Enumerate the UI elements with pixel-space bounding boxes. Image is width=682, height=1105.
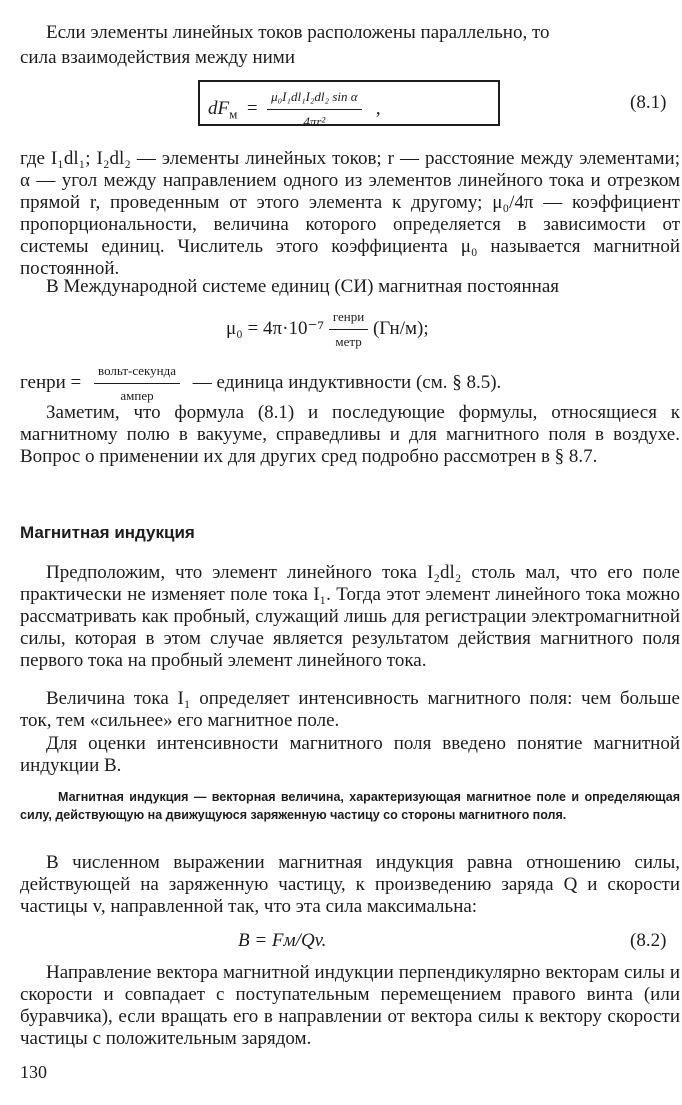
eq1-fraction: [267, 86, 362, 133]
paragraph-2: [20, 688, 680, 732]
henry-rhs: — единица индуктивности (см. § 8.5).: [192, 371, 502, 393]
mu0-denominator: метр: [335, 334, 362, 349]
intro-line-2: сила взаимодействия между ними: [20, 47, 295, 68]
paragraph-5: [20, 962, 680, 1050]
section-heading: Магнитная индукция: [20, 523, 195, 542]
mu0-lhs: μ₀ = 4π·10⁻⁷: [226, 317, 325, 339]
eq1-denominator: 4πr²: [303, 114, 326, 129]
where-paragraph: где I₁dl₁; I₂dl₂ — элементы линейных токов; r — расстояние между элементами; α — угол между направлением одного из элементов линейного тока и отрезком прямой r, проведенным от этого элемента к другому; μ₀/4π — коэффициент пропорциональности, величина которого определяется в зависимости от системы единиц. Числитель этого коэффициента μ₀ называется магнитной постоянной.: [20, 148, 680, 279]
intro-paragraph: [20, 20, 680, 70]
definition-block: [20, 788, 680, 824]
eq1-lhs: dF: [208, 97, 230, 119]
paragraph-1: [20, 562, 680, 672]
henry-denominator: ампер: [120, 388, 154, 403]
mu0-fraction: [329, 306, 368, 353]
p3-text: Для оценки интенсивности магнитного поля введено понятие магнитной индукции B.: [20, 733, 680, 776]
henry-fraction: [94, 360, 180, 407]
p4-text: В численном выражении магнитная индукция равна отношению силы, действующей на заряженную частицу, к произведению заряда Q и скорости частицы v, направленной так, что эта сила максимальна:: [20, 852, 680, 917]
p2-text: Величина тока I₁ определяет интенсивность магнитного поля: чем больше ток, тем «сильнее» его магнитное поле.: [20, 688, 680, 731]
henry-formula: [20, 360, 501, 407]
eq1-number: (8.1): [630, 92, 667, 113]
eq1-numerator: μ₀I₁dl₁I₂dl₂ sin α: [267, 86, 362, 110]
p1-text: Предположим, что элемент линейного тока I₂dl₂ столь мал, что его поле практически не изменяет поле тока I₁. Тогда этот элемент линейного тока можно рассматривать как пробный, служащий лишь для регистрации электромагнитной силы, которая в этом случае является результатом действия магнитного поля первого тока на пробный элемент линейного тока.: [20, 562, 680, 671]
definition-text: Магнитная индукция — векторная величина, характеризующая магнитное поле и определяющая силу, действующую на движущуюся заряженную частицу со стороны магнитного поля.: [20, 790, 680, 822]
paragraph-4: [20, 852, 680, 918]
henry-lhs: генри =: [20, 371, 82, 393]
eq1-lhs-sub: м: [229, 106, 238, 122]
mu0-formula: [226, 306, 429, 353]
paragraph-3: [20, 733, 680, 777]
si-paragraph: [20, 276, 680, 298]
si-text: В Международной системе единиц (СИ) магнитная постоянная: [46, 276, 560, 297]
mu0-rhs: (Гн/м);: [372, 317, 429, 339]
p5-text: Направление вектора магнитной индукции перпендикулярно векторам силы и скорости и совпадает с поступательным перемещением правого винта (или буравчика), если вращать его в направлении от вектора силы к вектору скорости частицы с положительным зарядом.: [20, 962, 680, 1049]
equation-8-2: B = Fм/Qv.: [238, 930, 327, 951]
mu0-numerator: генри: [329, 306, 368, 330]
eq2-number: (8.2): [630, 930, 667, 951]
equation-8-1: $dF_м$ = $\frac{\text{μ₀I₁dl₁I₂dl₂ sin α}}{\text{4πr²}}$ ,: [208, 86, 381, 133]
henry-numerator: вольт-секунда: [94, 360, 180, 384]
intro-line-1: Если элементы линейных токов расположены параллельно, то: [46, 22, 550, 43]
note-paragraph: [20, 402, 680, 468]
page-number: 130: [20, 1062, 47, 1082]
note-text: Заметим, что формула (8.1) и последующие формулы, относящиеся к магнитному полю в вакууме, справедливы и для магнитного поля в воздухе. Вопрос о применении их для других сред подробно рассмотрен в § 8.7.: [20, 402, 680, 467]
